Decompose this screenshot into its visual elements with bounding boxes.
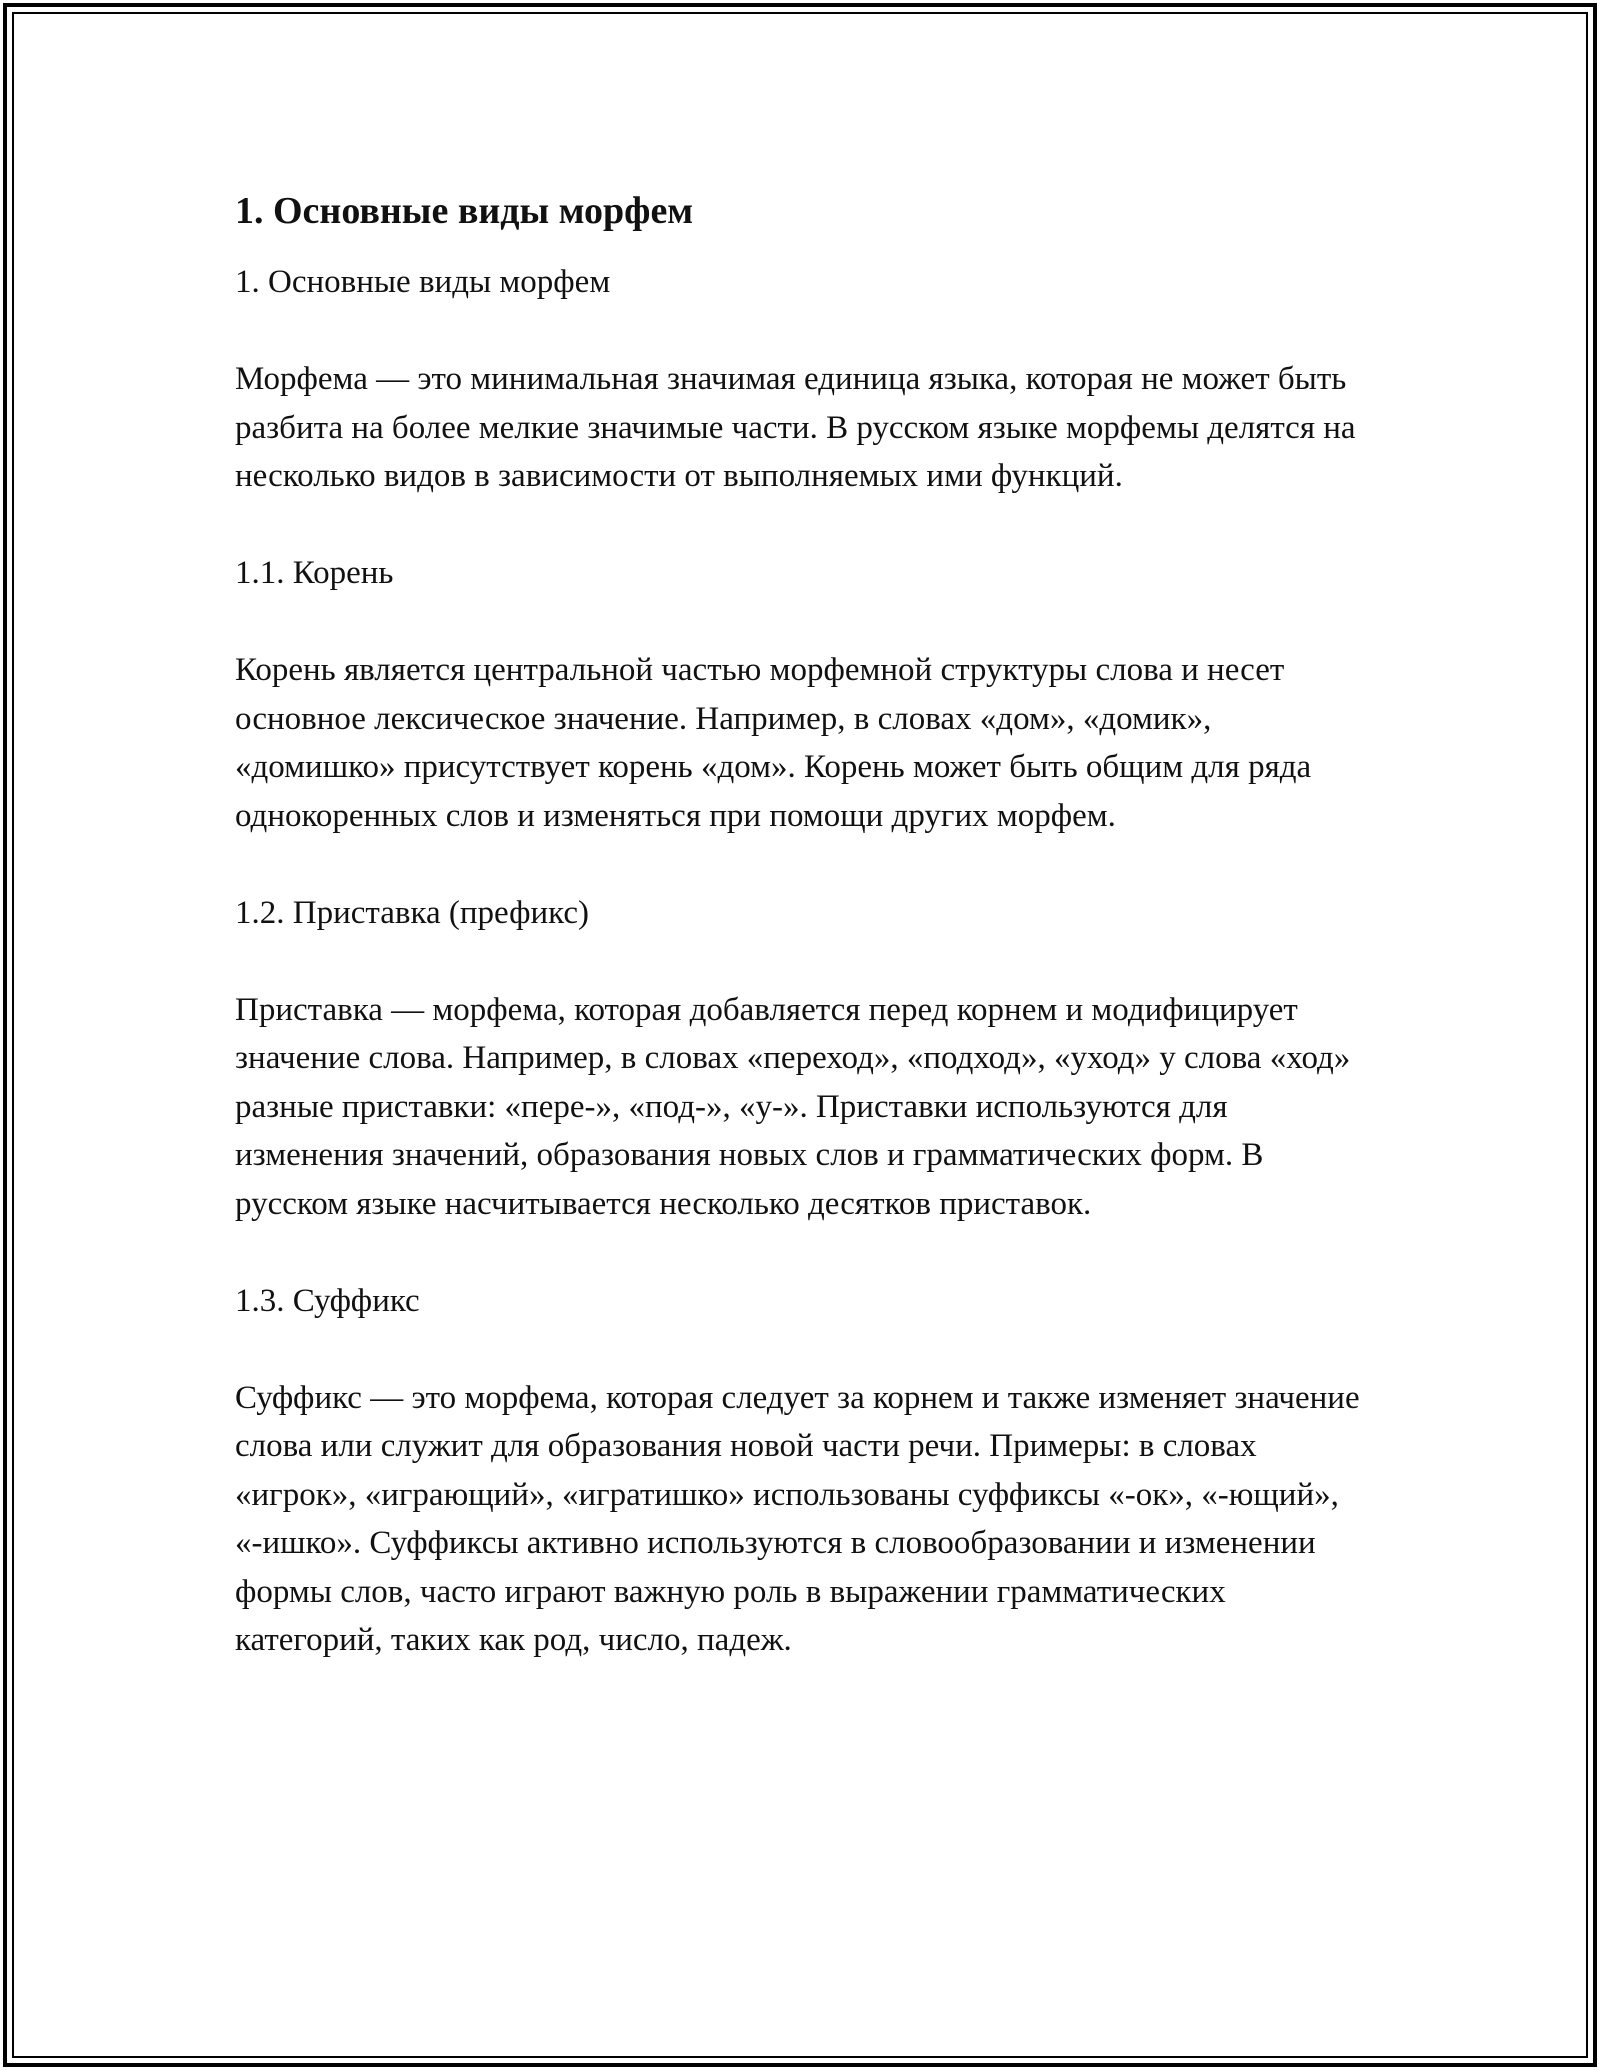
intro-paragraph: Морфема — это минимальная значимая единица языка, которая не может быть разбита на более мелкие значимые части. В русском языке морфемы делятся на несколько видов в зависимости от выполняемых ими функций.	[235, 361, 1356, 494]
section-heading-prefix: 1.2. Приставка (префикс)	[235, 894, 589, 931]
prefix-paragraph: Приставка — морфема, которая добавляется перед корнем и модифицирует значение слова. Например, в словах «переход», «подход», «уход» у слова «ход» разные приставки: «пере-», «под-», «у-». Приставки используются для изменения значений, образования новых слов и грамматических форм. В русском языке насчитывается несколько десятков приставок.	[235, 991, 1351, 1222]
section-heading-root: 1.1. Корень	[235, 555, 394, 591]
document-body	[235, 186, 1370, 1713]
suffix-paragraph: Суффикс — это морфема, которая следует за корнем и также изменяет значение слова или служит для образования новой части речи. Примеры: в словах «игрок», «играющий», «игратишко» использованы суффиксы «-ок», «-ющий», «-ишко». Суффиксы активно используются в словообразовании и изменении формы слов, часто играют важную роль в выражении грамматических категорий, таких как род, число, падеж.	[235, 1379, 1360, 1658]
section-heading-main: 1. Основные виды морфем	[235, 264, 611, 300]
document-title: 1. Основные виды морфем	[235, 190, 694, 232]
root-paragraph: Корень является центральной частью морфемной структуры слова и несет основное лексическое значение. Например, в словах «дом», «домик», «домишко» присутствует корень «дом». Корень может быть общим для ряда однокоренных слов и изменяться при помощи других морфем.	[235, 652, 1312, 834]
section-heading-suffix: 1.3. Суффикс	[235, 1282, 420, 1319]
